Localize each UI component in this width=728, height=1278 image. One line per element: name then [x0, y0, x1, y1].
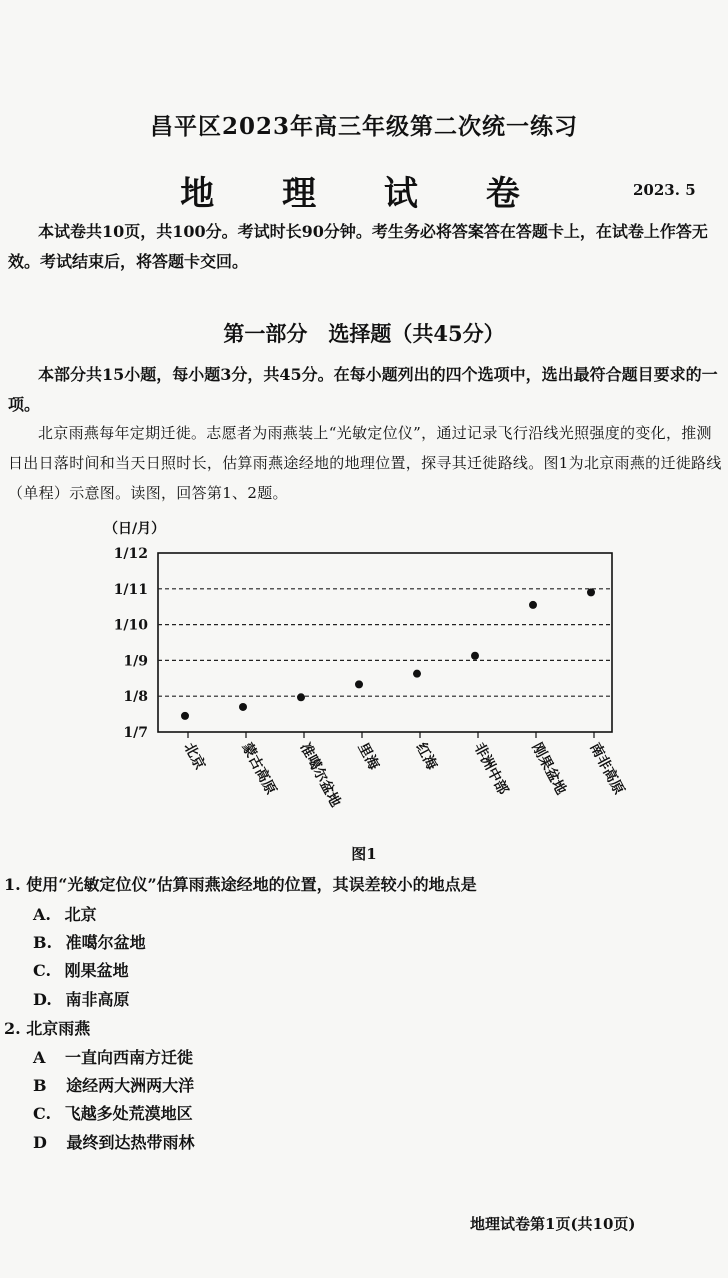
x-tick-label: 红海: [412, 740, 440, 773]
option-text: 北京: [64, 905, 97, 924]
passage-text: 北京雨燕每年定期迁徙。志愿者为雨燕装上“光敏定位仪”，通过记录飞行沿线光照强度的变化，推测日出日落时间和当天日照时长，估算雨燕途经地的地理位置，探寻其迁徙路线。图1为北京雨燕的迁徙路线（单程）示意图。读图，回答第1、2题。: [8, 424, 722, 502]
section-description: 本部分共15小题，每小题3分，共45分。在每小题列出的四个选项中，选出最符合题目要求的一项。: [8, 365, 718, 414]
data-point: [471, 652, 479, 660]
y-tick-label: 1/12: [113, 546, 148, 562]
data-point: [239, 703, 247, 711]
x-tick-label: 里海: [354, 740, 382, 773]
option-label: A.: [33, 905, 51, 924]
question-2-option-b[interactable]: [33, 1073, 194, 1096]
y-tick-label: 1/9: [123, 653, 148, 670]
subject-title: 地 理 试 卷: [180, 174, 548, 214]
data-point: [529, 601, 537, 609]
exam-instructions: 本试卷共10页，共100分。考试时长90分钟。考生务必将答案答在答题卡上，在试卷上作答无效。考试结束后，将答题卡交回。: [8, 222, 708, 271]
x-tick-label: 南非高原: [586, 740, 627, 798]
y-tick-label: 1/8: [123, 689, 148, 706]
option-label: B.: [33, 933, 53, 952]
data-point: [355, 680, 363, 688]
option-text: 最终到达热带雨林: [66, 1133, 195, 1152]
plot-frame: [158, 553, 612, 732]
option-label: B: [33, 1076, 47, 1095]
question-2-stem: 2. 北京雨燕: [4, 1019, 91, 1038]
option-text: 一直向西南方迁徙: [65, 1048, 194, 1067]
question-1-option-d[interactable]: [33, 987, 129, 1010]
x-tick-label: 非洲中部: [470, 740, 511, 798]
option-text: 准噶尔盆地: [65, 933, 146, 952]
page-footer: 地理试卷第1页(共10页): [470, 1215, 636, 1233]
exam-date: 2023. 5: [633, 181, 696, 199]
x-tick-label: 蒙古高原: [238, 740, 279, 798]
option-label: C.: [33, 961, 52, 980]
migration-chart: [0, 540, 728, 840]
x-tick-label: 刚果盆地: [528, 740, 569, 798]
x-tick-label: 准噶尔盆地: [296, 740, 344, 810]
option-text: 南非高原: [65, 990, 130, 1009]
question-2-option-c[interactable]: [33, 1101, 193, 1124]
exam-title: 昌平区2023年高三年级第二次统一练习: [149, 113, 578, 140]
figure-caption: 图1: [351, 845, 377, 863]
y-tick-label: 1/11: [113, 581, 148, 598]
option-text: 途经两大洲两大洋: [66, 1076, 195, 1095]
x-tick-label: 北京: [180, 740, 208, 773]
option-label: C.: [33, 1104, 52, 1123]
option-label: A: [33, 1048, 46, 1067]
question-2-option-a[interactable]: [33, 1045, 193, 1068]
section-title: 第一部分 选择题（共45分）: [223, 321, 505, 346]
option-label: D.: [33, 990, 52, 1009]
question-2-option-d[interactable]: [33, 1130, 194, 1153]
option-label: D: [33, 1133, 47, 1152]
question-1-option-a[interactable]: [33, 902, 97, 925]
question-1-stem: 1. 使用“光敏定位仪”估算雨燕途经地的位置，其误差较小的地点是: [4, 875, 477, 894]
data-point: [181, 712, 189, 720]
y-tick-label: 1/7: [123, 725, 148, 741]
data-point: [297, 693, 305, 701]
y-tick-label: 1/10: [113, 617, 148, 634]
question-1-option-b[interactable]: [33, 930, 146, 953]
data-point: [587, 588, 595, 596]
chart-y-unit: （日/月）: [104, 521, 166, 537]
option-text: 飞越多处荒漠地区: [64, 1104, 193, 1123]
question-1-option-c[interactable]: [33, 958, 129, 981]
data-point: [413, 670, 421, 678]
option-text: 刚果盆地: [64, 961, 129, 980]
